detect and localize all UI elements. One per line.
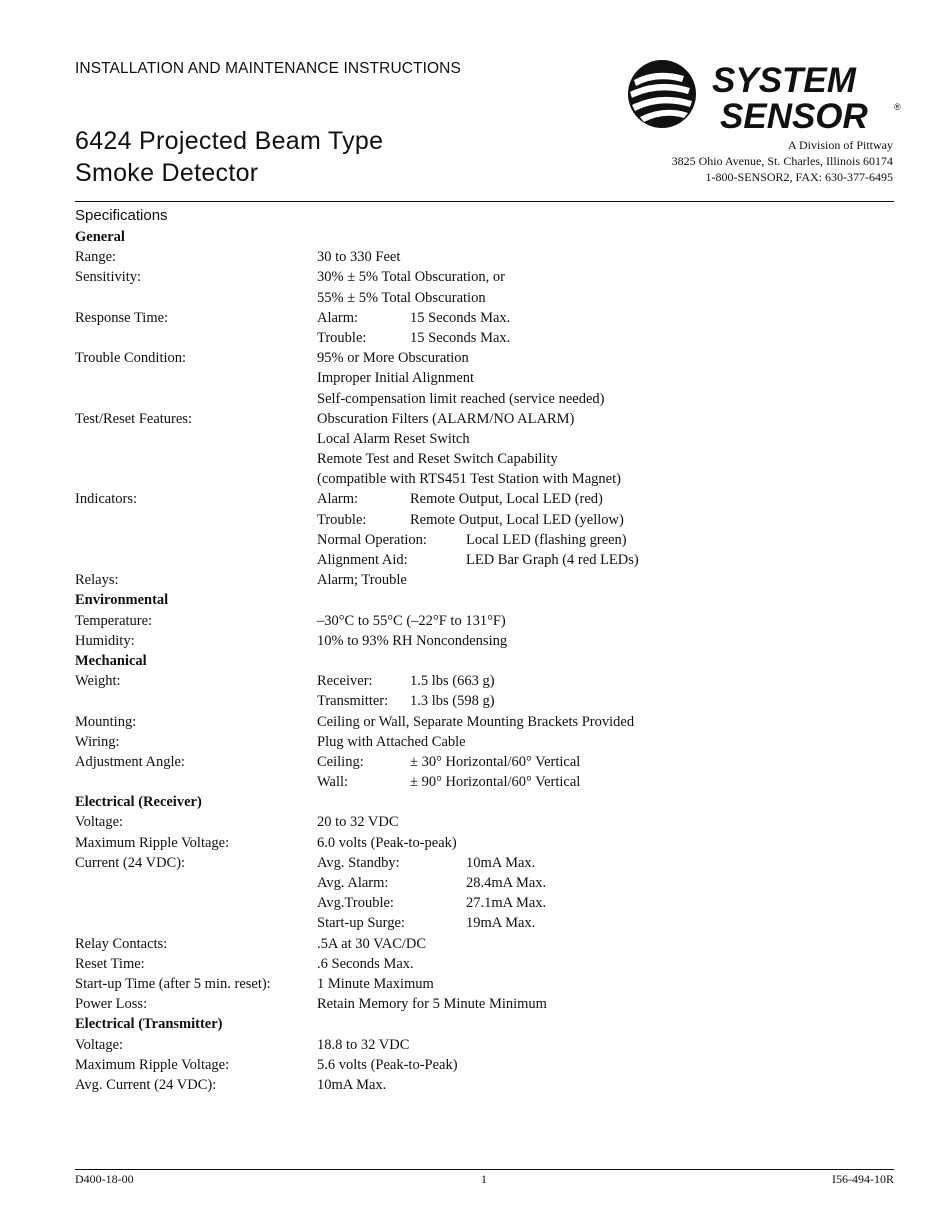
spec-label: Wiring: (75, 733, 120, 750)
footer-document-code: D400-18-00 (75, 1172, 134, 1186)
spec-row-response-alarm (75, 308, 895, 328)
spec-row-tx-voltage (75, 1035, 895, 1055)
spec-label: Voltage: (75, 1036, 124, 1053)
spec-row-tx-ripple (75, 1055, 895, 1075)
spec-label: Temperature: (75, 612, 153, 629)
title-line-1: 6424 Projected Beam Type (75, 127, 384, 155)
logo-word-sensor: SENSOR (720, 97, 868, 134)
spec-value: 1.3 lbs (598 g) (410, 693, 495, 710)
spec-value: 1.5 lbs (663 g) (410, 673, 495, 690)
spec-value: 10mA Max. (466, 854, 536, 871)
spec-value: 30 to 330 Feet (317, 249, 401, 266)
spec-row-test-reset (75, 409, 895, 429)
header-divider (75, 201, 894, 202)
spec-value: 28.4mA Max. (466, 875, 547, 891)
spec-value: Obscuration Filters (ALARM/NO ALARM) (317, 410, 575, 427)
footer-page-number: 1 (481, 1172, 487, 1186)
spec-sublabel: Trouble: (317, 329, 367, 346)
spec-label: Power Loss: (75, 996, 148, 1013)
spec-sublabel: Avg.Trouble: (317, 895, 394, 912)
logo-word-system: SYSTEM (712, 61, 856, 100)
spec-label: Avg. Current (24 VDC): (75, 1076, 217, 1093)
system-sensor-logo (626, 58, 906, 134)
spec-sublabel: Avg. Alarm: (317, 875, 389, 891)
spec-value: .5A at 30 VAC/DC (317, 935, 427, 952)
spec-row-relays (75, 570, 895, 590)
spec-value: Improper Initial Alignment (317, 370, 475, 387)
spec-value: 27.1mA Max. (466, 895, 547, 912)
spec-row-humidity (75, 631, 895, 651)
spec-row-power-loss (75, 994, 895, 1014)
spec-sublabel: Start-up Surge: (317, 915, 405, 932)
spec-value: Plug with Attached Cable (317, 733, 466, 750)
section-heading-environmental: Environmental (75, 592, 169, 609)
section-heading-general: General (75, 229, 125, 245)
spec-value: 15 Seconds Max. (410, 329, 511, 346)
section-heading-electrical-transmitter: Electrical (Transmitter) (75, 1016, 223, 1033)
document-type-heading: INSTALLATION AND MAINTENANCE INSTRUCTIONS (75, 60, 461, 77)
spec-value: 5.6 volts (Peak-to-Peak) (317, 1056, 458, 1073)
spec-label: Test/Reset Features: (75, 410, 192, 427)
spec-value: Self-compensation limit reached (service needed) (317, 390, 605, 407)
spec-row-indicators-alarm (75, 489, 895, 509)
spec-label: Range: (75, 249, 117, 266)
spec-row-rx-current-surge (75, 913, 895, 933)
spec-value: ± 90° Horizontal/60° Vertical (410, 774, 581, 791)
spec-label: Relays: (75, 572, 119, 589)
spec-label: Maximum Ripple Voltage: (75, 834, 230, 851)
spec-value: Local LED (flashing green) (466, 531, 627, 548)
spec-row-mounting (75, 712, 895, 732)
spec-row-trouble-condition-3 (75, 389, 895, 409)
spec-row-weight-receiver (75, 671, 895, 691)
spec-row-indicators-alignment (75, 550, 895, 570)
spec-row-test-reset-4 (75, 469, 895, 489)
spec-label: Trouble Condition: (75, 350, 187, 367)
spec-label: Humidity: (75, 632, 135, 649)
spec-row-trouble-condition (75, 348, 895, 368)
spec-sublabel: Ceiling: (317, 753, 364, 770)
spec-label: Voltage: (75, 814, 124, 831)
spec-row-startup-time (75, 974, 895, 994)
swirl-emblem-icon (628, 60, 696, 128)
spec-value: Remote Output, Local LED (red) (410, 491, 603, 508)
specifications-heading: Specifications (75, 207, 168, 224)
spec-value: 18.8 to 32 VDC (317, 1036, 410, 1053)
spec-value: 15 Seconds Max. (410, 309, 511, 326)
spec-value: Retain Memory for 5 Minute Minimum (317, 996, 547, 1013)
spec-row-rx-current-trouble (75, 893, 895, 913)
spec-value: Remote Output, Local LED (yellow) (410, 511, 624, 528)
footer-part-number: I56-494-10R (832, 1172, 894, 1186)
spec-row-weight-transmitter (75, 691, 895, 711)
spec-value: 19mA Max. (466, 915, 536, 932)
spec-label: Reset Time: (75, 955, 145, 972)
spec-row-adjust-wall (75, 772, 895, 792)
spec-row-adjust-ceiling (75, 752, 895, 772)
company-address: 3825 Ohio Avenue, St. Charles, Illinois 60174 (671, 154, 893, 168)
page-title (75, 125, 383, 189)
spec-row-response-trouble (75, 328, 895, 348)
spec-row-rx-current-standby (75, 853, 895, 873)
spec-value: Alarm; Trouble (317, 572, 407, 589)
spec-label: Response Time: (75, 309, 169, 326)
spec-sublabel: Wall: (317, 774, 349, 791)
spec-row-indicators-normal (75, 530, 895, 550)
spec-row-range (75, 247, 895, 267)
company-phone: 1-800-SENSOR2, FAX: 630-377-6495 (705, 170, 893, 184)
spec-sublabel: Trouble: (317, 511, 367, 528)
spec-row-sensitivity-cont (75, 288, 895, 308)
spec-label: Indicators: (75, 491, 138, 508)
spec-value: 20 to 32 VDC (317, 814, 399, 831)
spec-label: Start-up Time (after 5 min. reset): (75, 975, 271, 992)
spec-label: Maximum Ripple Voltage: (75, 1056, 230, 1073)
spec-value: 95% or More Obscuration (317, 350, 469, 367)
spec-label: Sensitivity: (75, 269, 142, 286)
spec-row-relay-contacts (75, 934, 895, 954)
specifications-table (75, 227, 895, 1095)
spec-row-trouble-condition-2 (75, 368, 895, 388)
spec-row-rx-ripple (75, 833, 895, 853)
spec-sublabel: Transmitter: (317, 693, 389, 710)
spec-row-temperature (75, 611, 895, 631)
spec-value: Ceiling or Wall, Separate Mounting Brackets Provided (317, 713, 635, 730)
spec-value: 55% ± 5% Total Obscuration (317, 289, 486, 306)
spec-sublabel: Alarm: (317, 309, 359, 326)
spec-row-rx-current-alarm (75, 873, 895, 893)
spec-label: Mounting: (75, 713, 137, 730)
spec-label: Adjustment Angle: (75, 753, 185, 770)
registered-mark: ® (894, 102, 901, 112)
company-division: A Division of Pittway (787, 138, 893, 152)
spec-value: LED Bar Graph (4 red LEDs) (466, 552, 639, 568)
spec-value: 10% to 93% RH Noncondensing (317, 632, 508, 649)
spec-value: Local Alarm Reset Switch (317, 430, 470, 447)
spec-value: (compatible with RTS451 Test Station with Magnet) (317, 471, 621, 488)
spec-row-test-reset-3 (75, 449, 895, 469)
spec-sublabel: Receiver: (317, 673, 373, 690)
section-heading-mechanical: Mechanical (75, 652, 147, 669)
spec-row-test-reset-2 (75, 429, 895, 449)
spec-sublabel: Alarm: (317, 491, 359, 508)
spec-row-indicators-trouble (75, 510, 895, 530)
spec-sublabel: Avg. Standby: (317, 854, 400, 871)
spec-value: –30°C to 55°C (–22°F to 131°F) (317, 612, 506, 629)
spec-value: .6 Seconds Max. (317, 955, 414, 972)
spec-value: 10mA Max. (317, 1076, 387, 1093)
company-address-block (672, 137, 893, 185)
spec-value: 30% ± 5% Total Obscuration, or (317, 269, 505, 286)
spec-label: Current (24 VDC): (75, 854, 186, 871)
spec-value: ± 30° Horizontal/60° Vertical (410, 753, 581, 770)
spec-row-rx-voltage (75, 812, 895, 832)
spec-value: 1 Minute Maximum (317, 975, 434, 992)
footer-divider (75, 1169, 894, 1170)
spec-label: Relay Contacts: (75, 935, 168, 952)
title-line-2: Smoke Detector (75, 159, 259, 187)
spec-row-reset-time (75, 954, 895, 974)
spec-row-sensitivity (75, 267, 895, 287)
spec-value: 6.0 volts (Peak-to-peak) (317, 834, 457, 851)
section-heading-electrical-receiver: Electrical (Receiver) (75, 794, 202, 811)
spec-sublabel: Normal Operation: (317, 531, 427, 548)
spec-label: Weight: (75, 673, 121, 690)
spec-row-wiring (75, 732, 895, 752)
spec-row-tx-current (75, 1075, 895, 1095)
spec-value: Remote Test and Reset Switch Capability (317, 451, 558, 468)
spec-sublabel: Alignment Aid: (317, 552, 408, 568)
